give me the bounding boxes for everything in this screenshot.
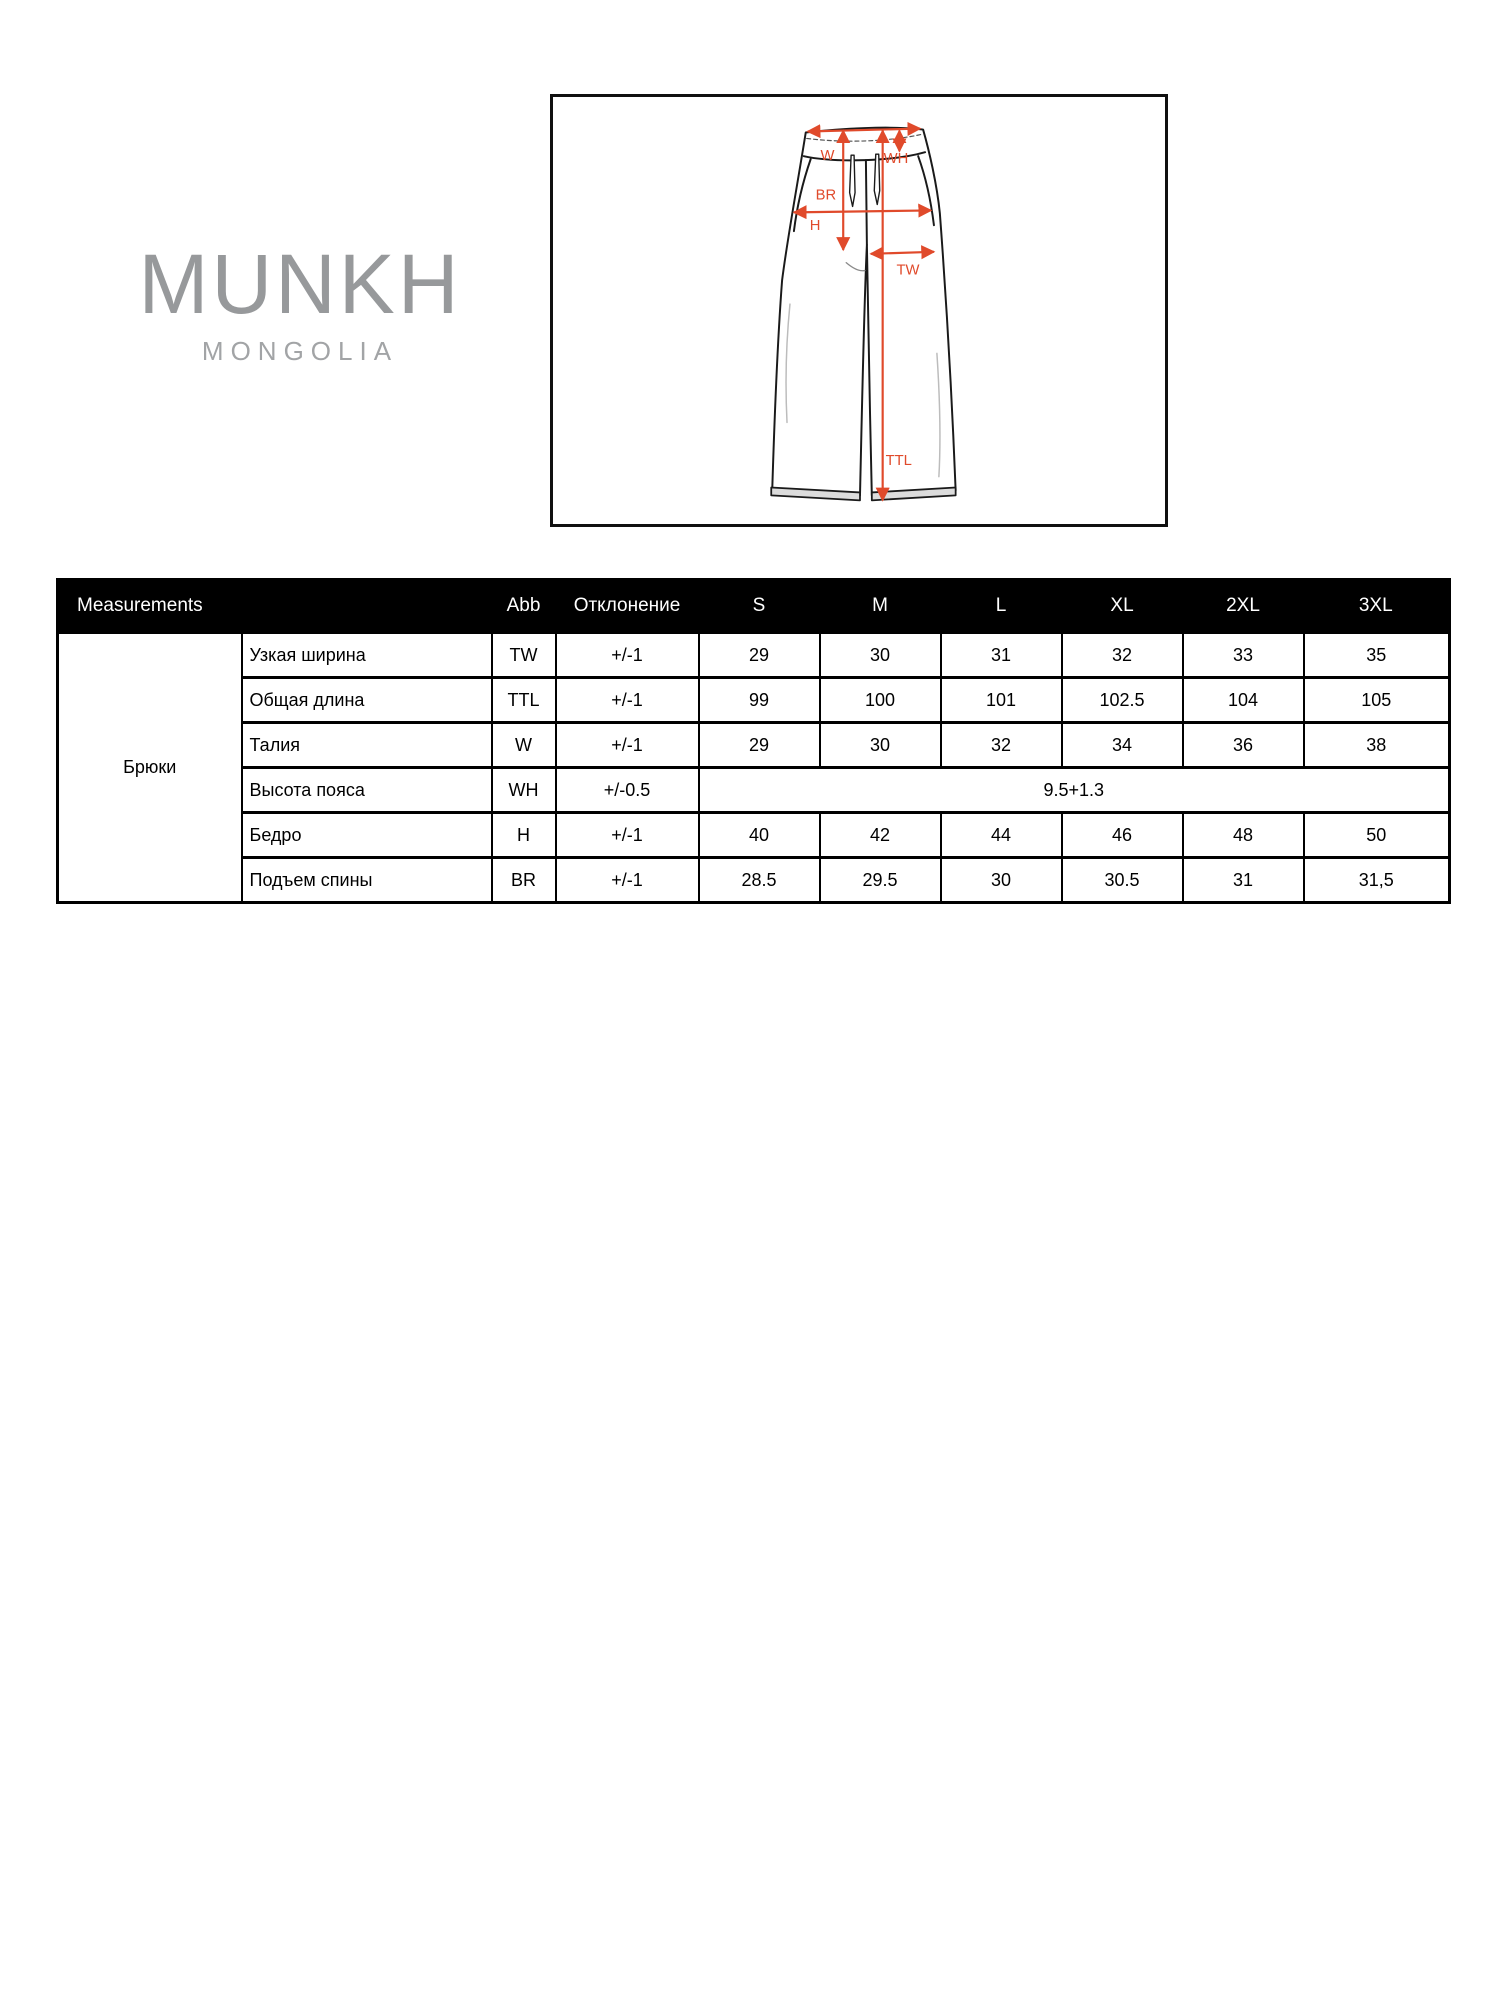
brand-logo [116, 237, 484, 367]
deviation-cell: +/-1 [556, 678, 699, 723]
table-row [58, 678, 1450, 723]
measure-label: Талия [242, 723, 492, 768]
size-value-cell: 29.5 [820, 858, 941, 903]
size-value-cell: 30 [820, 633, 941, 678]
header-deviation: Отклонение [556, 580, 699, 633]
size-value-cell: 30.5 [1062, 858, 1183, 903]
size-value-cell: 48 [1183, 813, 1304, 858]
size-value-cell: 35 [1304, 633, 1450, 678]
size-value-cell: 30 [941, 858, 1062, 903]
size-value-cell: 104 [1183, 678, 1304, 723]
size-value-cell: 34 [1062, 723, 1183, 768]
deviation-cell: +/-0.5 [556, 768, 699, 813]
size-value-cell: 46 [1062, 813, 1183, 858]
label-h: H [809, 218, 821, 235]
size-value-cell: 29 [699, 723, 820, 768]
span-value-cell: 9.5+1.3 [699, 768, 1450, 813]
size-table [56, 578, 1451, 904]
table-row [58, 813, 1450, 858]
measure-label: Общая длина [242, 678, 492, 723]
fly-seam [866, 160, 867, 245]
header-measurements: Measurements [58, 580, 492, 633]
size-value-cell: 33 [1183, 633, 1304, 678]
size-value-cell: 44 [941, 813, 1062, 858]
size-value-cell: 29 [699, 633, 820, 678]
size-value-cell: 99 [699, 678, 820, 723]
size-value-cell: 42 [820, 813, 941, 858]
abb-cell: TTL [492, 678, 556, 723]
left-drawstring [850, 155, 855, 206]
size-value-cell: 32 [941, 723, 1062, 768]
header-size-l: L [941, 580, 1062, 633]
header-size-2xl: 2XL [1183, 580, 1304, 633]
category-cell: Брюки [58, 633, 242, 903]
deviation-cell: +/-1 [556, 858, 699, 903]
label-ttl: TTL [885, 452, 912, 469]
brand-subtitle: MONGOLIA [201, 336, 399, 366]
label-tw: TW [896, 262, 920, 279]
header-size-3xl: 3XL [1304, 580, 1450, 633]
header-size-s: S [699, 580, 820, 633]
table-row [58, 858, 1450, 903]
abb-cell: BR [492, 858, 556, 903]
deviation-cell: +/-1 [556, 633, 699, 678]
pants-technical-sketch [553, 97, 1165, 524]
size-value-cell: 38 [1304, 723, 1450, 768]
abb-cell: H [492, 813, 556, 858]
brand-name: MUNKH [138, 237, 462, 331]
size-value-cell: 36 [1183, 723, 1304, 768]
table-row [58, 633, 1450, 678]
label-br: BR [815, 187, 837, 204]
size-value-cell: 31 [941, 633, 1062, 678]
deviation-cell: +/-1 [556, 813, 699, 858]
size-value-cell: 101 [941, 678, 1062, 723]
abb-cell: WH [492, 768, 556, 813]
header-abb: Abb [492, 580, 556, 633]
header-size-m: M [820, 580, 941, 633]
size-value-cell: 31 [1183, 858, 1304, 903]
right-drawstring [874, 154, 879, 204]
pants-diagram-box [550, 94, 1168, 527]
size-value-cell: 50 [1304, 813, 1450, 858]
deviation-cell: +/-1 [556, 723, 699, 768]
size-value-cell: 30 [820, 723, 941, 768]
size-value-cell: 105 [1304, 678, 1450, 723]
size-value-cell: 32 [1062, 633, 1183, 678]
pants-outline [771, 128, 955, 501]
measure-label: Высота пояса [242, 768, 492, 813]
abb-cell: TW [492, 633, 556, 678]
table-row [58, 768, 1450, 813]
measure-label: Узкая ширина [242, 633, 492, 678]
label-wh: WH [883, 151, 909, 168]
abb-cell: W [492, 723, 556, 768]
size-value-cell: 100 [820, 678, 941, 723]
measure-label: Подъем спины [242, 858, 492, 903]
table-row [58, 723, 1450, 768]
size-value-cell: 102.5 [1062, 678, 1183, 723]
size-value-cell: 40 [699, 813, 820, 858]
size-value-cell: 31,5 [1304, 858, 1450, 903]
table-header-row [58, 580, 1450, 633]
measure-label: Бедро [242, 813, 492, 858]
label-w: W [820, 148, 835, 165]
size-value-cell: 28.5 [699, 858, 820, 903]
header-size-xl: XL [1062, 580, 1183, 633]
